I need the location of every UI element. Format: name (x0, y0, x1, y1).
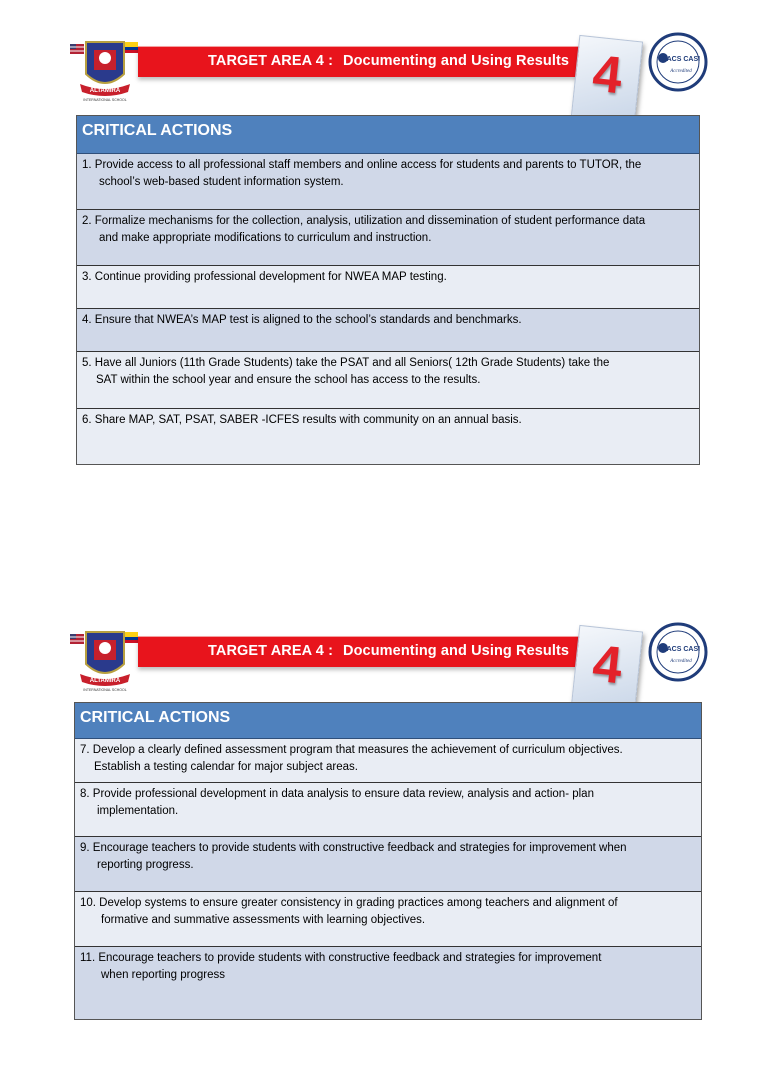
row-text-cont: formative and summative assessments with learning objectives. (101, 914, 426, 926)
row-text: 2. Formalize mechanisms for the collection, analysis, utilization and dissemination of student performance data (82, 215, 646, 227)
left-logo-name: ALTAMIRA (89, 88, 121, 94)
banner-title (208, 53, 569, 69)
area-number: 4 (589, 634, 625, 696)
altamira-logo-icon (68, 38, 142, 104)
table-row (77, 266, 699, 309)
banner-title (208, 643, 569, 659)
row-text: 7. Develop a clearly defined assessment program that measures the achievement of curriculum objectives. (80, 744, 623, 756)
row-text: 8. Provide professional development in data analysis to ensure data review, analysis and action- plan (80, 788, 594, 800)
row-text: 9. Encourage teachers to provide students with constructive feedback and strategies for improvement when (80, 842, 627, 854)
table-row (77, 210, 699, 266)
row-text: 1. Provide access to all professional staff members and online access for students and parents to TUTOR, the (82, 159, 642, 171)
table-row (77, 352, 699, 409)
right-logo-sub: Accredited (670, 659, 692, 664)
left-logo-sub: INTERNATIONAL SCHOOL (83, 688, 127, 692)
slide-1 (0, 0, 768, 500)
row-text: 4. Ensure that NWEA’s MAP test is aligned to the school’s standards and benchmarks. (82, 314, 522, 326)
area-number-tile (571, 625, 643, 713)
row-text: 5. Have all Juniors (11th Grade Students) take the PSAT and all Seniors( 12th Grade Students) take the (82, 357, 610, 369)
table-row (75, 783, 701, 837)
table-row (75, 837, 701, 892)
row-text-cont: school’s web-based student information system. (99, 176, 344, 188)
row-text-cont: Establish a testing calendar for major subject areas. (94, 761, 358, 773)
banner-prefix: TARGET AREA 4 : (208, 53, 334, 69)
sacs-casi-seal-icon (648, 32, 708, 92)
area-number: 4 (589, 44, 625, 106)
table-header: CRITICAL ACTIONS (75, 703, 701, 739)
banner-title-text: Documenting and Using Results (343, 53, 570, 69)
sacs-casi-seal-icon (648, 622, 708, 682)
row-text-cont: when reporting progress (101, 969, 226, 981)
left-logo-name: ALTAMIRA (89, 678, 121, 684)
row-text: 6. Share MAP, SAT, PSAT, SABER -ICFES results with community on an annual basis. (82, 414, 522, 426)
slide-2 (0, 590, 768, 1090)
table-row (77, 309, 699, 352)
altamira-logo-icon (68, 628, 142, 694)
row-text-cont: reporting progress. (97, 859, 194, 871)
right-logo-name: SACS CASI (661, 646, 701, 653)
target-area-banner (138, 46, 618, 77)
area-number-tile (571, 35, 643, 123)
critical-actions-table (76, 115, 700, 465)
banner-prefix: TARGET AREA 4 : (208, 643, 334, 659)
table-header: CRITICAL ACTIONS (77, 116, 699, 154)
table-row (75, 739, 701, 783)
critical-actions-table (74, 702, 702, 1020)
banner-title-text: Documenting and Using Results (343, 643, 570, 659)
row-text: 10. Develop systems to ensure greater consistency in grading practices among teachers and alignment of (80, 897, 618, 909)
row-text-cont: implementation. (97, 805, 179, 817)
row-text: 11. Encourage teachers to provide students with constructive feedback and strategies for improvement (80, 952, 602, 964)
table-row (75, 892, 701, 947)
table-row (77, 409, 699, 464)
table-row (77, 154, 699, 210)
right-logo-sub: Accredited (670, 69, 692, 74)
row-text-cont: and make appropriate modifications to curriculum and instruction. (99, 232, 432, 244)
row-text: 3. Continue providing professional development for NWEA MAP testing. (82, 271, 447, 283)
left-logo-sub: INTERNATIONAL SCHOOL (83, 98, 127, 102)
right-logo-name: SACS CASI (661, 56, 701, 63)
target-area-banner (138, 636, 618, 667)
table-row (75, 947, 701, 1019)
row-text-cont: SAT within the school year and ensure the school has access to the results. (96, 374, 481, 386)
